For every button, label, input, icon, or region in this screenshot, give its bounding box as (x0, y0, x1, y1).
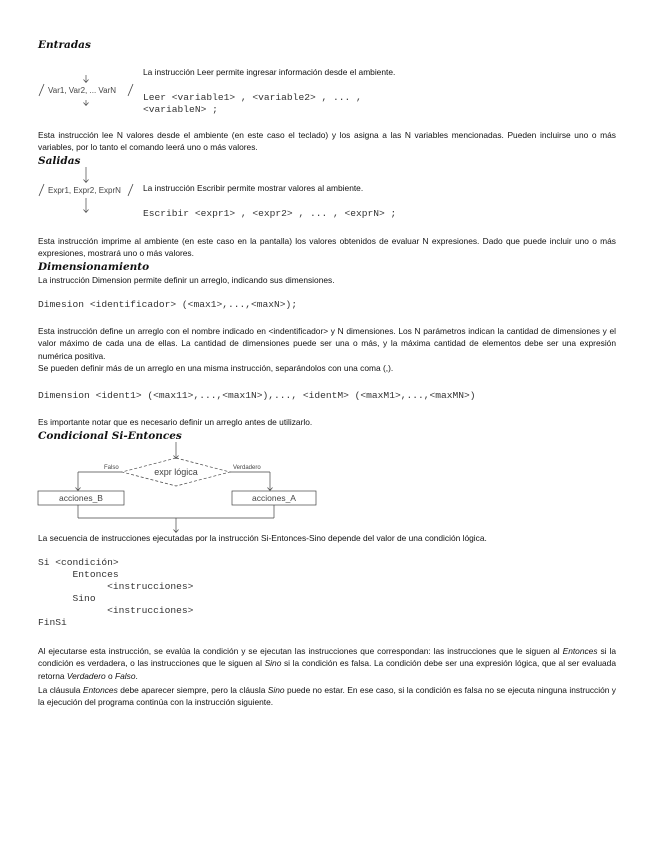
input-parallelogram-icon (36, 74, 136, 114)
false-branch-label: Falso (104, 465, 119, 471)
dimension-multi: Se pueden definir más de un arreglo en una misma instrucción, separándolos con una coma (,). (38, 363, 394, 373)
escribir-description: La instrucción Escribir permite mostrar valores al ambiente. (143, 183, 364, 193)
condicional-intro: La secuencia de instrucciones ejecutadas por la instrucción Si-Entonces-Sino depende del valor de una condición lógica. (38, 533, 487, 543)
leer-paragraph: Esta instrucción lee N valores desde el ambiente (en este caso el teclado) y los asigna a las N variables mencionadas. Pueden incluirse uno o más variables, por lo tanto el comando leerá uno o más valores. (38, 130, 616, 153)
output-shape-label: Expr1, Expr2, ExprN (48, 186, 121, 195)
if-flowchart (36, 442, 326, 534)
salidas-heading: Salidas (38, 155, 81, 167)
leer-code-line-1: Leer <variable1> , <variable2> , ... , (143, 92, 362, 103)
dimension-code-1: Dimesion <identificador> (<max1>,...,<maxN>); (38, 299, 298, 310)
dimension-code-2: Dimension <ident1> (<max11>,...,<max1N>),..., <identM> (<maxM1>,...,<maxMN>) (38, 390, 476, 401)
condicional-paragraph-1: Al ejecutarse esta instrucción, se evalúa la condición y se ejecutan las instrucciones que correspondan: las instrucciones que le siguen al Entonces si la condición es verdadera, o las instrucciones que le siguen al Sino si la condición es falsa. La condición debe ser una expresión lógica, que al ser evaluada retorna Verdadero o Falso. (38, 646, 616, 681)
leer-code-line-2: <variableN> ; (143, 104, 218, 115)
dimension-note: Es importante notar que es necesario definir un arreglo antes de utilizarlo. (38, 417, 313, 427)
output-parallelogram-icon (36, 166, 136, 216)
si-entonces-code: Si <condición> Entonces <instrucciones> Sino <instrucciones> FinSi (38, 557, 194, 628)
entradas-heading: Entradas (38, 39, 91, 51)
escribir-code: Escribir <expr1> , <expr2> , ... , <exprN> ; (143, 208, 397, 219)
action-b-label: acciones_B (59, 493, 103, 503)
dimension-heading: Dimensionamiento (38, 261, 150, 273)
action-a-label: acciones_A (252, 493, 296, 503)
input-shape-label: Var1, Var2, ... VarN (48, 86, 117, 95)
condition-label: expr lógica (154, 467, 198, 477)
escribir-paragraph: Esta instrucción imprime al ambiente (en este caso en la pantalla) los valores obtenidos de evaluar N expresiones. Dado que puede incluir uno o más expresiones, mostrará uno o más valores. (38, 236, 616, 259)
true-branch-label: Verdadero (233, 465, 261, 471)
condicional-paragraph-2: La cláusula Entonces debe aparecer siempre, pero la cláusla Sino puede no estar. En ese caso, si la condición es falsa no se ejecuta ninguna instrucción y la ejecución del programa continúa con la instrucción siguiente. (38, 685, 616, 708)
dimension-intro: La instrucción Dimension permite definir un arreglo, indicando sus dimensiones. (38, 275, 335, 285)
leer-description: La instrucción Leer permite ingresar información desde el ambiente. (143, 67, 396, 77)
dimension-paragraph: Esta instrucción define un arreglo con el nombre indicado en <indentificador> y N dimensiones. Los N parámetros indican la cantidad de dimensiones y el valor máximo de cada una de ellas. La cantidad de dimensiones puede ser una o más, y la máxima cantidad de elementos debe ser una expresión numérica positiva. (38, 326, 616, 361)
condicional-heading: Condicional Si-Entonces (38, 430, 182, 442)
